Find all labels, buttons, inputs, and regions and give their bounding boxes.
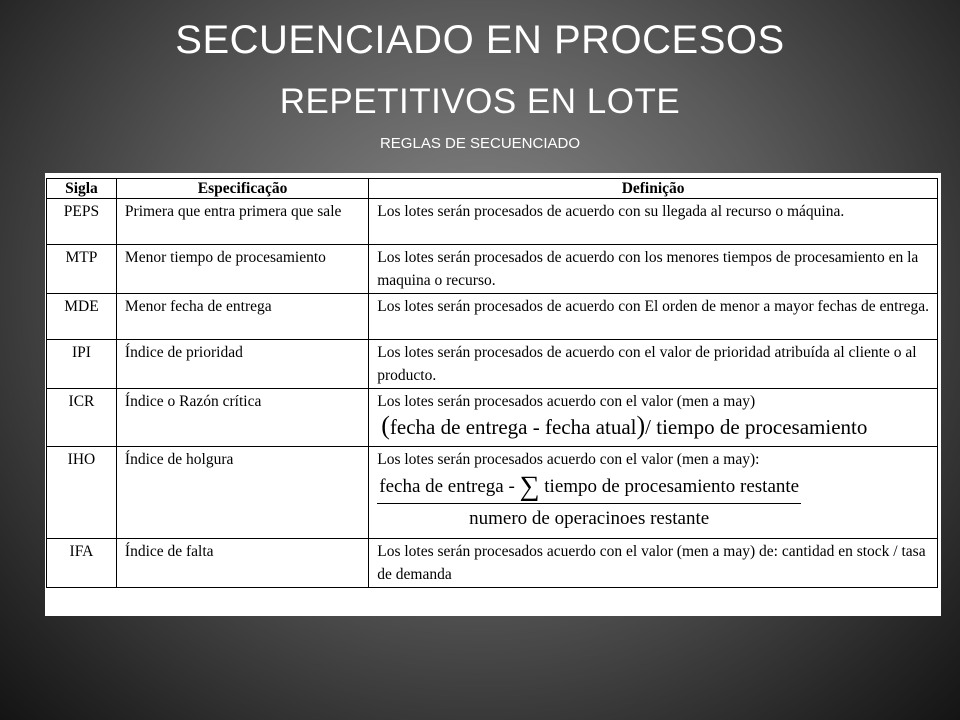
page-title-line2: REPETITIVOS EN LOTE [279, 82, 681, 121]
formula-text: fecha de entrega - fecha atual [389, 415, 637, 439]
rule-description: Los lotes serán procesados acuerdo con el valor (men a may): [377, 451, 760, 468]
cell-sigla: MDE [47, 294, 117, 340]
table-row [47, 447, 938, 539]
sequencing-rules-table [46, 178, 938, 588]
formula-numerator [377, 473, 801, 504]
rules-table-panel [45, 173, 941, 616]
cell-def [369, 389, 938, 447]
header-especificacao: Especificação [116, 179, 368, 199]
iho-formula [377, 473, 801, 534]
cell-sigla: IFA [47, 539, 117, 588]
cell-sigla: PEPS [47, 199, 117, 245]
table-row [47, 294, 938, 340]
formula-num-b: tiempo de procesamiento restante [544, 476, 800, 497]
cell-sigla: IPI [47, 340, 117, 389]
table-row [47, 199, 938, 245]
formula-denominator: numero de operacinoes restante [469, 508, 710, 529]
cell-spec: Índice de holgura [116, 447, 368, 539]
cell-spec: Menor fecha de entrega [116, 294, 368, 340]
header-definicao: Definição [369, 179, 938, 199]
cell-sigla: IHO [47, 447, 117, 539]
cell-def [369, 447, 938, 539]
cell-spec: Índice de prioridad [116, 340, 368, 389]
cell-sigla: ICR [47, 389, 117, 447]
header-sigla: Sigla [47, 179, 117, 199]
cell-sigla: MTP [47, 245, 117, 294]
formula-suffix: / tiempo de procesamiento [645, 415, 868, 439]
table-header-row [47, 179, 938, 199]
formula-paren-open: ( [381, 411, 390, 440]
sigma-icon: ∑ [519, 471, 540, 502]
cell-def: Los lotes serán procesados de acuerdo con el valor de prioridad atribuída al cliente o al producto. [369, 340, 938, 389]
cell-def: Los lotes serán procesados de acuerdo con El orden de menor a mayor fechas de entrega. [369, 294, 938, 340]
page-title: SECUENCIADO EN PROCESOS [175, 18, 785, 62]
cell-def: Los lotes serán procesados de acuerdo con los menores tiempos de procesamiento en la maquina o recurso. [369, 245, 938, 294]
page-subtitle: REGLAS DE SECUENCIADO [379, 135, 581, 152]
formula-paren-close: ) [636, 411, 646, 440]
cell-spec: Índice de falta [116, 539, 368, 588]
cell-def: Los lotes serán procesados acuerdo con el valor (men a may) de: cantidad en stock / tasa de demanda [369, 539, 938, 588]
table-row [47, 340, 938, 389]
formula-num-a: fecha de entrega - [379, 476, 515, 497]
rule-description: Los lotes serán procesados acuerdo con el valor (men a may) [377, 393, 756, 410]
cell-spec: Menor tiempo de procesamiento [116, 245, 368, 294]
table-row [47, 539, 938, 588]
cell-spec: Primera que entra primera que sale [116, 199, 368, 245]
table-row [47, 245, 938, 294]
table-row [47, 389, 938, 447]
icr-formula [377, 413, 929, 440]
cell-spec: Índice o Razón crítica [116, 389, 368, 447]
cell-def: Los lotes serán procesados de acuerdo con su llegada al recurso o máquina. [369, 199, 938, 245]
